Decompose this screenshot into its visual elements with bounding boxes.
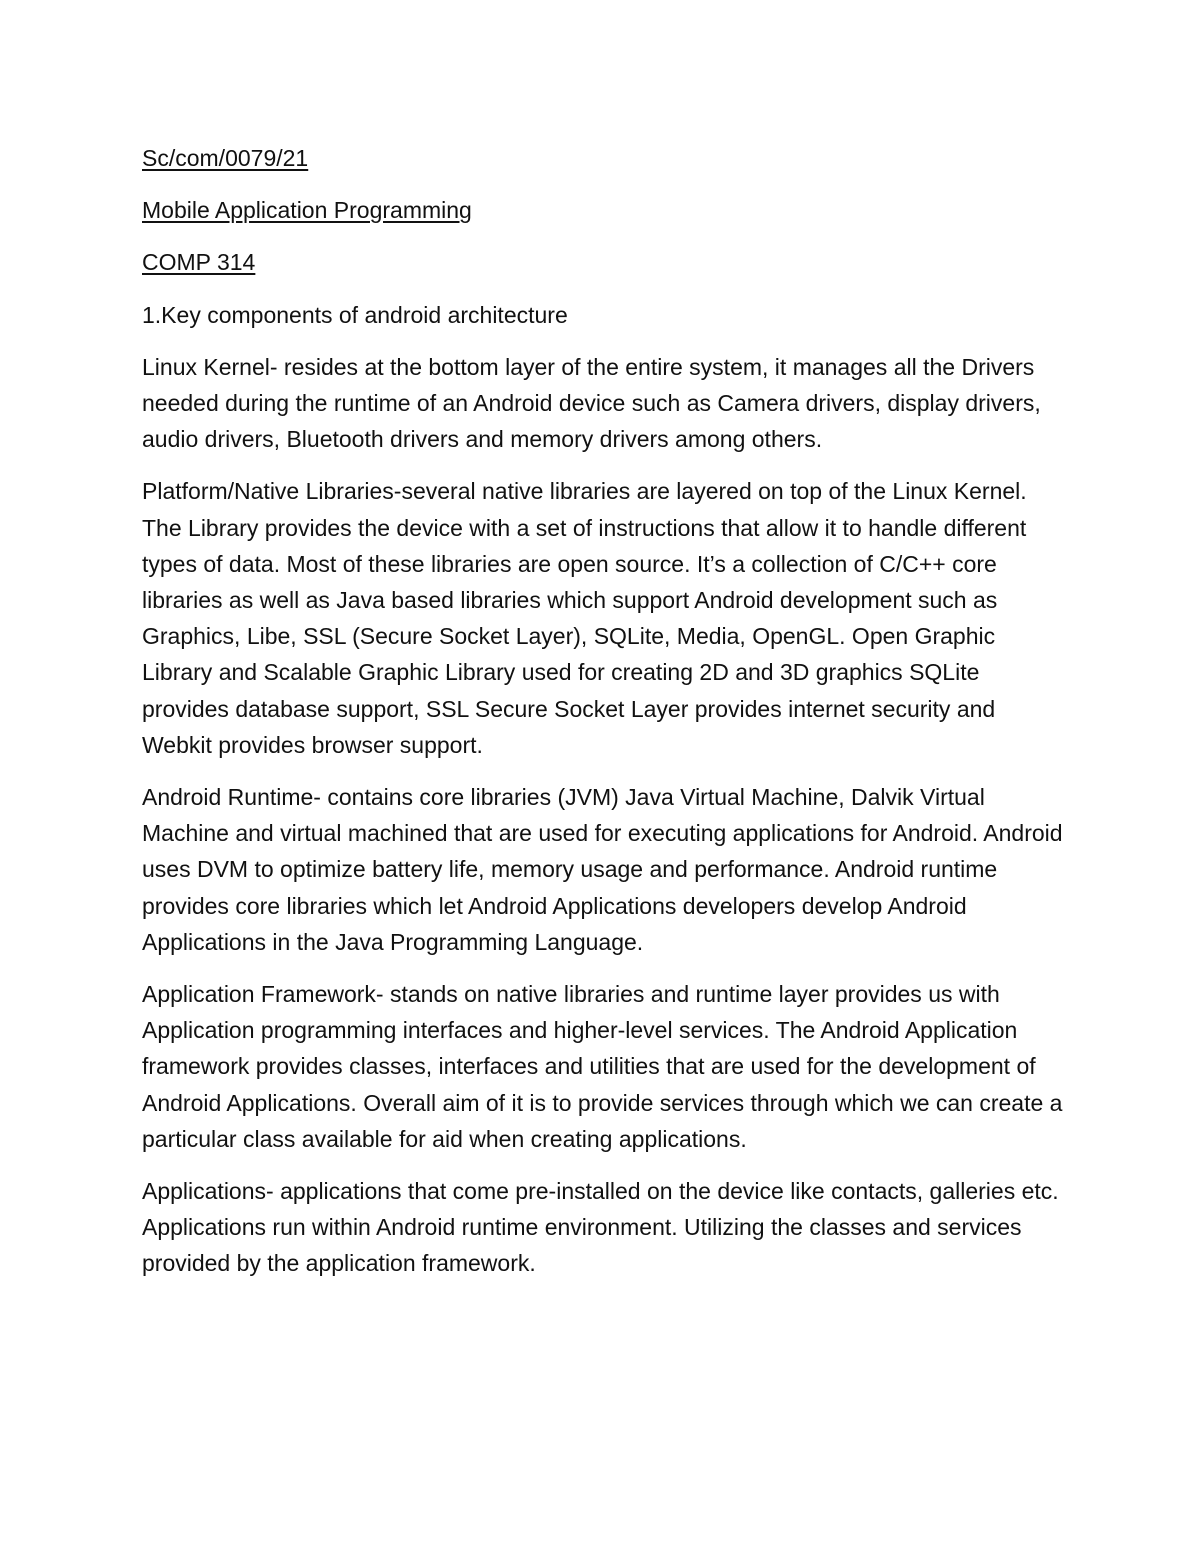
paragraph-android-runtime: Android Runtime- contains core libraries (JVM) Java Virtual Machine, Dalvik Virtual Machine and virtual machined that are used for executing applications for Android. Android uses DVM to optimize battery life, memory usage and performance. Android runtime provides core libraries which let Android Applications developers develop Android Applications in the Java Programming Language. [142,784,1063,955]
question-title: 1.Key components of android architecture [142,301,568,328]
paragraph-application-framework: Application Framework- stands on native libraries and runtime layer provides us with Application programming interfaces and higher-level services. The Android Application framework provides classes, interfaces and utilities that are used for the development of Android Applications. Overall aim of it is to provide services through which we can create a particular class available for aid when creating applications. [142,981,1063,1152]
paragraph-native-libraries: Platform/Native Libraries-several native libraries are layered on top of the Linux Kernel. The Library provides the device with a set of instructions that allow it to handle different types of data. Most of these libraries are open source. It’s a collection of C/C++ core libraries as well as Java based libraries which support Android development such as Graphics, Libe, SSL (Secure Socket Layer), SQLite, Media, OpenGL. Open Graphic Library and Scalable Graphic Library used for creating 2D and 3D graphics SQLite provides database support, SSL Secure Socket Layer provides internet security and Webkit provides browser support. [142,478,1027,758]
course-title-heading: Mobile Application Programming [142,197,472,224]
student-id-heading: Sc/com/0079/21 [142,145,309,171]
paragraph-applications: Applications- applications that come pre-installed on the device like contacts, galleries etc. Applications run within Android runtime environment. Utilizing the classes and services provided by the application framework. [142,1178,1059,1277]
paragraph-linux-kernel: Linux Kernel- resides at the bottom layer of the entire system, it manages all the Drivers needed during the runtime of an Android device such as Camera drivers, display drivers, audio drivers, Bluetooth drivers and memory drivers among others. [142,353,1041,453]
course-code-heading: COMP 314 [142,249,256,276]
document-page [142,140,1067,1298]
